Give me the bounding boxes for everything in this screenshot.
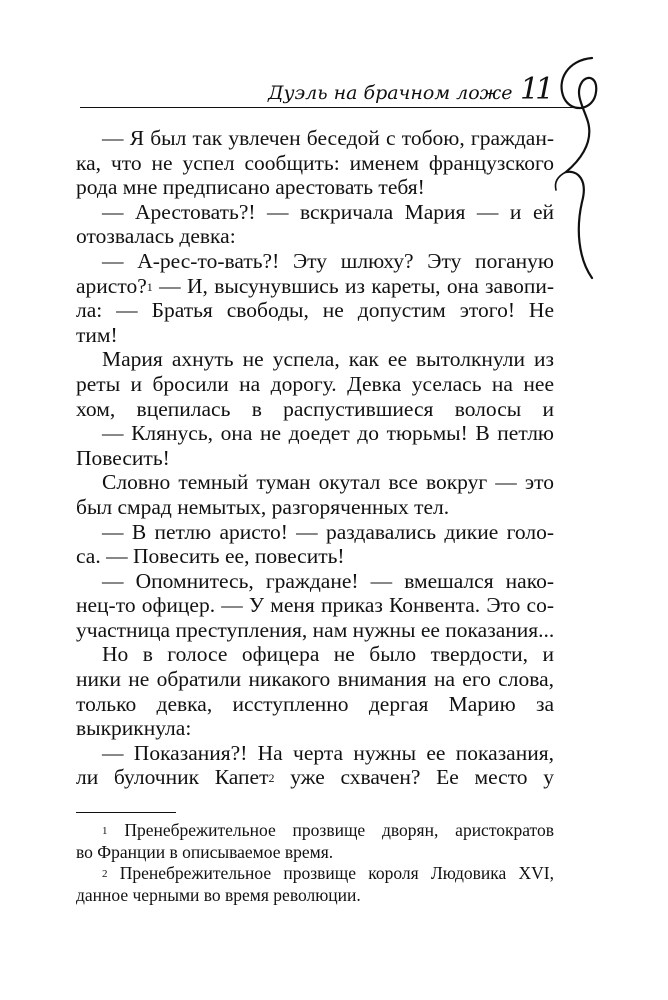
- text-line: отозвалась девка:: [76, 224, 236, 249]
- text-line: ка, что не успел сообщить: именем французского: [76, 150, 554, 175]
- text-line: аристо?$^1$ — И, высунувшись из кареты, она завопи-: [76, 273, 554, 298]
- footnote-2-cont: данное черными во время революции.: [76, 884, 361, 905]
- text-line: хом, вцепилась в распустившиеся волосы и: [76, 396, 554, 421]
- footnote-2: $^2$ Пренебрежительное прозвище короля Людовика XVI,: [102, 863, 554, 883]
- text-line: только девка, исступленно дергая Марию за: [76, 691, 554, 716]
- text-line: Повесить!: [76, 445, 170, 470]
- text-line: — Опомнитесь, граждане! — вмешался нако-: [102, 568, 554, 593]
- text-line: рода мне предписано арестовать тебя!: [76, 175, 425, 200]
- text-line: Словно темный туман окутал все вокруг — это: [102, 470, 554, 495]
- text-line: са. — Повесить ее, повесить!: [76, 544, 345, 569]
- text-line: ники не обратили никакого внимания на его слова,: [76, 667, 554, 692]
- text-line: — Клянусь, она не доедет до тюрьмы! В петлю: [102, 421, 554, 446]
- text-line: Мария ахнуть не успела, как ее вытолкнули из: [102, 347, 554, 372]
- text-line: участница преступления, нам нужны ее показания...: [76, 617, 555, 642]
- text-line: выкрикнула:: [76, 716, 192, 741]
- footnote-rule: [76, 812, 176, 813]
- body-text: [76, 126, 554, 790]
- footnote-ref: 2: [268, 771, 275, 786]
- text-line: нец-то офицер. — У меня приказ Конвента. Это со-: [76, 593, 554, 618]
- text-line: ла: — Братья свободы, не допустим этого! Не: [76, 298, 554, 323]
- text-line: реты и бросили на дорогу. Девка уселась на нее: [76, 371, 554, 396]
- footnotes: [76, 820, 554, 906]
- running-header-title: Дуэль на брачном ложе: [268, 82, 513, 104]
- text-line: — Арестовать?! — вскричала Мария — и ей: [102, 199, 554, 224]
- text-line: — Я был так увлечен беседой с тобою, граждан-: [102, 126, 554, 150]
- footnote-ref: 1: [146, 279, 153, 294]
- header-rule: [80, 107, 576, 108]
- page-number: 11: [520, 72, 551, 107]
- text-line: был смрад немытых, разгоряченных тел.: [76, 494, 450, 519]
- footnote-1-cont: во Франции в описываемое время.: [76, 841, 334, 862]
- text-line: тим!: [76, 322, 118, 347]
- text-line: Но в голосе офицера не было твердости, и: [102, 642, 554, 667]
- flourish-ornament-icon: [548, 52, 628, 284]
- text-line: — А-рес-то-вать?! Эту шлюху? Эту поганую: [102, 248, 554, 273]
- text-line: — В петлю аристо! — раздавались дикие голо-: [102, 519, 554, 544]
- text-line: — Показания?! На черта нужны ее показания,: [102, 740, 554, 765]
- text-line: ли булочник Капет$^2$ уже схвачен? Ее место у: [76, 765, 554, 790]
- footnote-1: $^1$ Пренебрежительное прозвище дворян, аристократов: [102, 820, 554, 840]
